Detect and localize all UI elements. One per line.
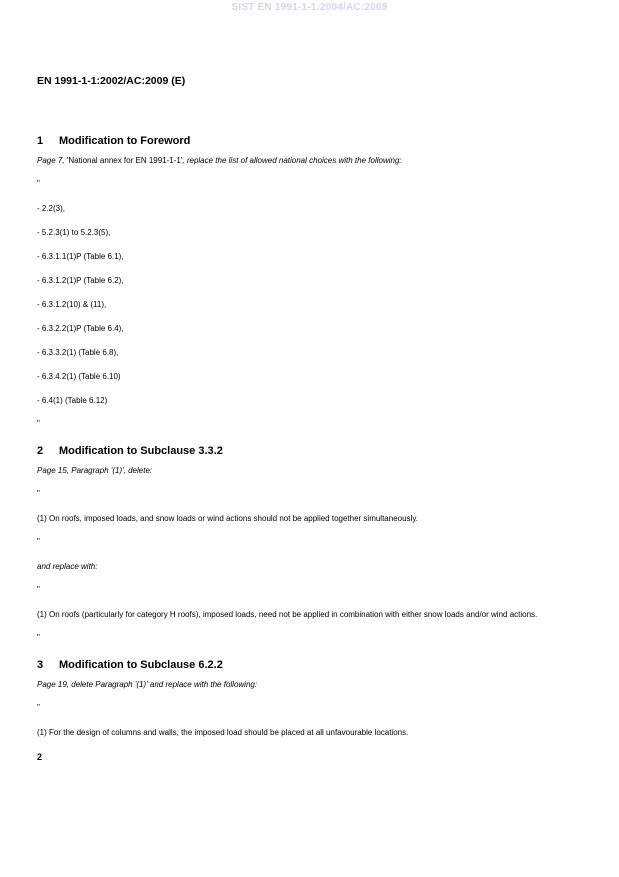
section-3-title: Modification to Subclause 6.2.2 (59, 659, 223, 671)
list-item: - 6.3.2.2(1)P (Table 6.4), (37, 324, 124, 333)
section-3-heading (37, 658, 582, 672)
section-2-new-text: (1) On roofs (particularly for category H roofs), imposed loads, need not be applied in combination with either snow loads and/or wind actions. (37, 610, 538, 619)
section-1-title: Modification to Foreword (59, 135, 191, 147)
section-2-quote-2: " (37, 537, 40, 546)
section-1-heading (37, 134, 582, 148)
list-item: - 5.2.3(1) to 5.2.3(5), (37, 228, 111, 237)
section-1-instruction (37, 156, 582, 166)
section-2-quote-1: " (37, 489, 40, 498)
list-item: - 6.3.1.2(1)P (Table 6.2), (37, 276, 124, 285)
section-2-replace-instruction: and replace with: (37, 562, 98, 571)
document-body (37, 134, 582, 762)
list-item: - 6.3.3.2(1) (Table 6.8), (37, 348, 119, 357)
list-item: - 2.2(3), (37, 204, 66, 213)
section-1-instruction-page: Page 7, (37, 156, 67, 165)
section-1-close-quote: " (37, 419, 40, 428)
section-3-new-text: (1) For the design of columns and walls, the imposed load should be placed at all unfavourable locations. (37, 728, 409, 737)
section-2-instruction: Page 15, Paragraph '(1)', delete: (37, 466, 153, 475)
section-1-number: 1 (37, 135, 44, 147)
section-2-heading (37, 444, 582, 458)
section-1-instruction-ref: 'National annex for EN 1991-1-1' (66, 156, 183, 165)
section-3-number: 3 (37, 659, 44, 671)
watermark: SIST EN 1991-1-1:2004/AC:2009 (231, 2, 388, 13)
list-item: - 6.3.4.2(1) (Table 6.10) (37, 372, 121, 381)
section-3-instruction: Page 19, delete Paragraph '(1)' and replace with the following: (37, 680, 258, 689)
list-item: - 6.4(1) (Table 6.12) (37, 396, 108, 405)
list-item: - 6.3.1.1(1)P (Table 6.1), (37, 252, 124, 261)
document-identifier: EN 1991-1-1:2002/AC:2009 (E) (37, 75, 186, 87)
section-2-quote-4: " (37, 633, 40, 642)
list-item: - 6.3.1.2(10) & (11), (37, 300, 107, 309)
section-2-quote-3: " (37, 585, 40, 594)
section-1-open-quote: " (37, 179, 40, 188)
section-2-title: Modification to Subclause 3.3.2 (59, 445, 223, 457)
section-1-instruction-rest: , replace the list of allowed national choices with the following: (182, 156, 402, 165)
section-3-quote-1: " (37, 703, 40, 712)
section-2-number: 2 (37, 445, 44, 457)
section-2-deleted-text: (1) On roofs, imposed loads, and snow loads or wind actions should not be applied together simultaneously. (37, 514, 418, 523)
page-number: 2 (37, 752, 43, 762)
